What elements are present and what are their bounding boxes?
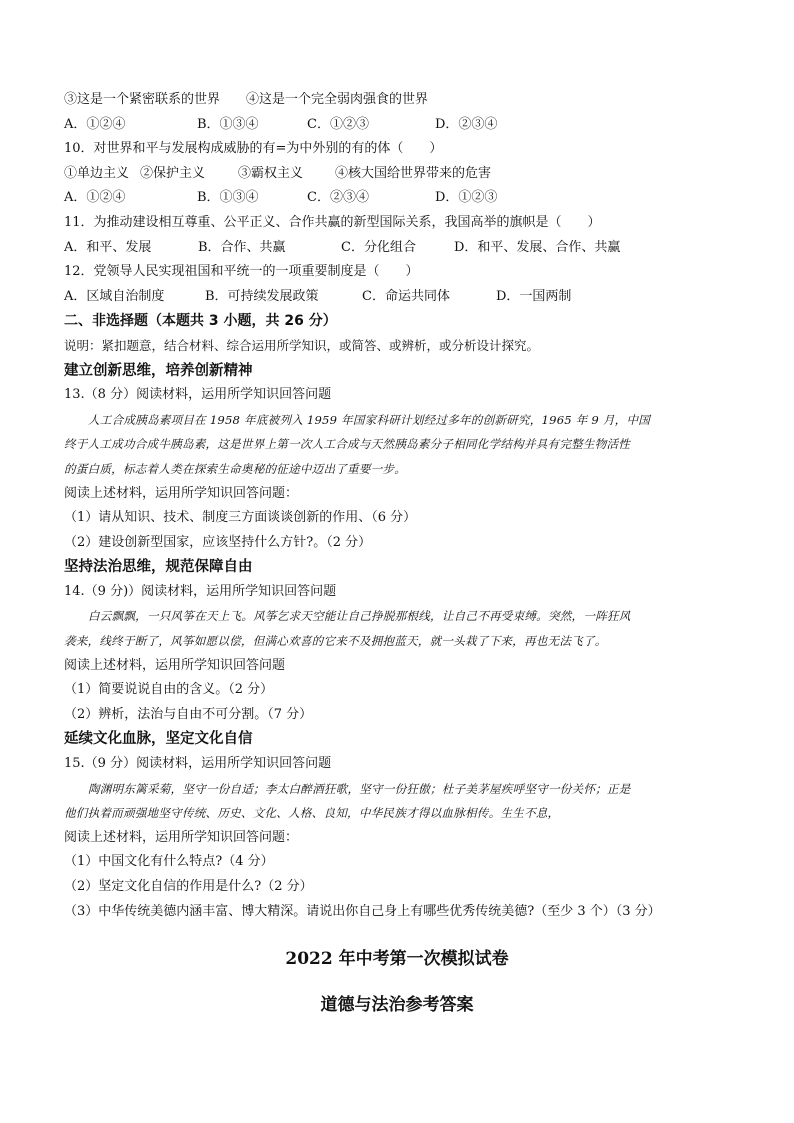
section-note: 说明：紧扣题意，结合材料、综合运用所学知识，或简答、或辨析，或分析设计探究。 bbox=[64, 337, 540, 353]
q12-options bbox=[64, 285, 736, 310]
q13-read-prompt: 阅读上述材料，运用所学知识回答问题： bbox=[64, 485, 299, 501]
q14-read-prompt: 阅读上述材料，运用所学知识回答问题 bbox=[64, 657, 286, 673]
question-14: 14.（9 分)）阅读材料，运用所学知识回答问题 bbox=[64, 583, 337, 599]
option-c: C．分化组合 bbox=[341, 239, 416, 255]
option-b: B．可持续发展政策 bbox=[205, 288, 319, 304]
question-15: 15.（9 分）阅读材料，运用所学知识回答问题 bbox=[64, 756, 332, 772]
material-line: 他们执着而顽强地坚守传统、历史、文化、人格、良知，中华民族才得以血脉相传。生生不息， bbox=[64, 806, 560, 821]
q13-sub-2: （2）建设创新型国家，应该坚持什么方针?。（2 分） bbox=[64, 534, 372, 550]
q10-items bbox=[64, 162, 736, 187]
section-heading: 二、非选择题（本题共 3 小题，共 26 分） bbox=[64, 313, 337, 330]
q13-material bbox=[64, 408, 736, 482]
answer-title: 道德与法治参考答案 bbox=[320, 995, 474, 1015]
exam-page bbox=[64, 88, 736, 924]
option-c: C．②③④ bbox=[307, 190, 369, 206]
option-a: A．和平、发展 bbox=[64, 239, 152, 255]
option-b: B．①③④ bbox=[197, 116, 259, 132]
option-d: D．②③④ bbox=[435, 116, 498, 132]
material-line: 的蛋白质，标志着人类在探索生命奥秘的征途中迈出了重要一步。 bbox=[64, 461, 407, 476]
q15-read-prompt: 阅读上述材料，运用所学知识回答问题： bbox=[64, 829, 299, 845]
q9-options bbox=[64, 113, 736, 138]
q15-sub-2: （2）坚定文化自信的作用是什么?（2 分） bbox=[64, 879, 313, 894]
option-a: A．①②④ bbox=[64, 116, 126, 132]
option-a: A．区域自治制度 bbox=[64, 288, 165, 304]
option-c: C．①②③ bbox=[307, 116, 369, 132]
option-b: B．①③④ bbox=[197, 190, 259, 206]
q11-options bbox=[64, 236, 736, 261]
question-13: 13.（8 分）阅读材料，运用所学知识回答问题 bbox=[64, 387, 332, 403]
q14-material bbox=[64, 604, 736, 653]
item-2: ②保护主义 bbox=[140, 165, 206, 181]
option-b: B．合作、共赢 bbox=[198, 239, 286, 255]
theme-heading-3: 延续文化血脉，坚定文化自信 bbox=[64, 731, 253, 748]
option-a: A．①②④ bbox=[64, 190, 126, 206]
material-line: 白云飘飘，一只风筝在天上飞。风筝乞求天空能让自己挣脱那根线，让自己不再受束缚。突然，一阵狂风 bbox=[88, 609, 631, 624]
material-line: 袭来，线终于断了，风筝如愿以偿，但满心欢喜的它来不及拥抱蓝天，就一头栽了下来，再也无法飞了。 bbox=[64, 634, 607, 649]
item-3: ③霸权主义 bbox=[238, 165, 304, 181]
q14-sub-2: （2）辨析，法治与自由不可分割。（7 分） bbox=[64, 706, 313, 722]
q13-sub-1: （1）请从知识、技术、制度三方面谈谈创新的作用、（6 分） bbox=[64, 510, 417, 526]
exam-title: 2022 年中考第一次模拟试卷 bbox=[285, 949, 509, 969]
question-10: 10．对世界和平与发展构成威胁的有=为中外别的有的体（ ） bbox=[64, 141, 443, 157]
item-1: ①单边主义 bbox=[64, 165, 130, 181]
q9-item-line: ③这是一个紧密联系的世界 ④这是一个完全弱肉强食的世界 bbox=[64, 92, 429, 107]
material-line: 人工合成胰岛素项目在 1958 年底被列入 1959 年国家科研计划经过多年的创新研究，1965 年 9 月，中国 bbox=[88, 412, 651, 427]
material-line: 终于人工成功合成牛胰岛素，这是世界上第一次人工合成与天然胰岛素分子相同化学结构并具有完整生物活性 bbox=[64, 437, 631, 452]
q15-material bbox=[64, 777, 736, 826]
q15-sub-1: （1）中国文化有什么特点?（4 分） bbox=[64, 854, 274, 870]
option-d: D．和平、发展、合作、共赢 bbox=[454, 239, 621, 255]
theme-heading-2: 坚持法治思维，规范保障自由 bbox=[64, 559, 253, 576]
q15-sub-3: （3）中华传统美德内涵丰富、博大精深。请说出你自己身上有哪些优秀传统美德?（至少 3 个）（3 分） bbox=[64, 903, 661, 919]
material-line: 陶渊明东篱采菊，坚守一份自适；李太白醉酒狂歌，坚守一份狂傲；杜子美茅屋疾呼坚守一份关怀；正是 bbox=[88, 781, 631, 796]
item-4: ④核大国给世界带来的危害 bbox=[335, 165, 492, 181]
q14-sub-1: （1）简要说说自由的含义。（2 分） bbox=[64, 682, 274, 698]
option-c: C．命运共同体 bbox=[362, 288, 450, 304]
question-12: 12．党领导人民实现祖国和平统一的一项重要制度是（ ） bbox=[64, 264, 419, 280]
option-d: D．一国两制 bbox=[496, 288, 572, 304]
option-d: D．①②③ bbox=[435, 190, 498, 206]
q10-options bbox=[64, 186, 736, 211]
question-11: 11．为推动建设相互尊重、公平正义、合作共赢的新型国际关系，我国高举的旗帜是（ ） bbox=[64, 214, 601, 230]
theme-heading-1: 建立创新思维，培养创新精神 bbox=[64, 362, 253, 379]
